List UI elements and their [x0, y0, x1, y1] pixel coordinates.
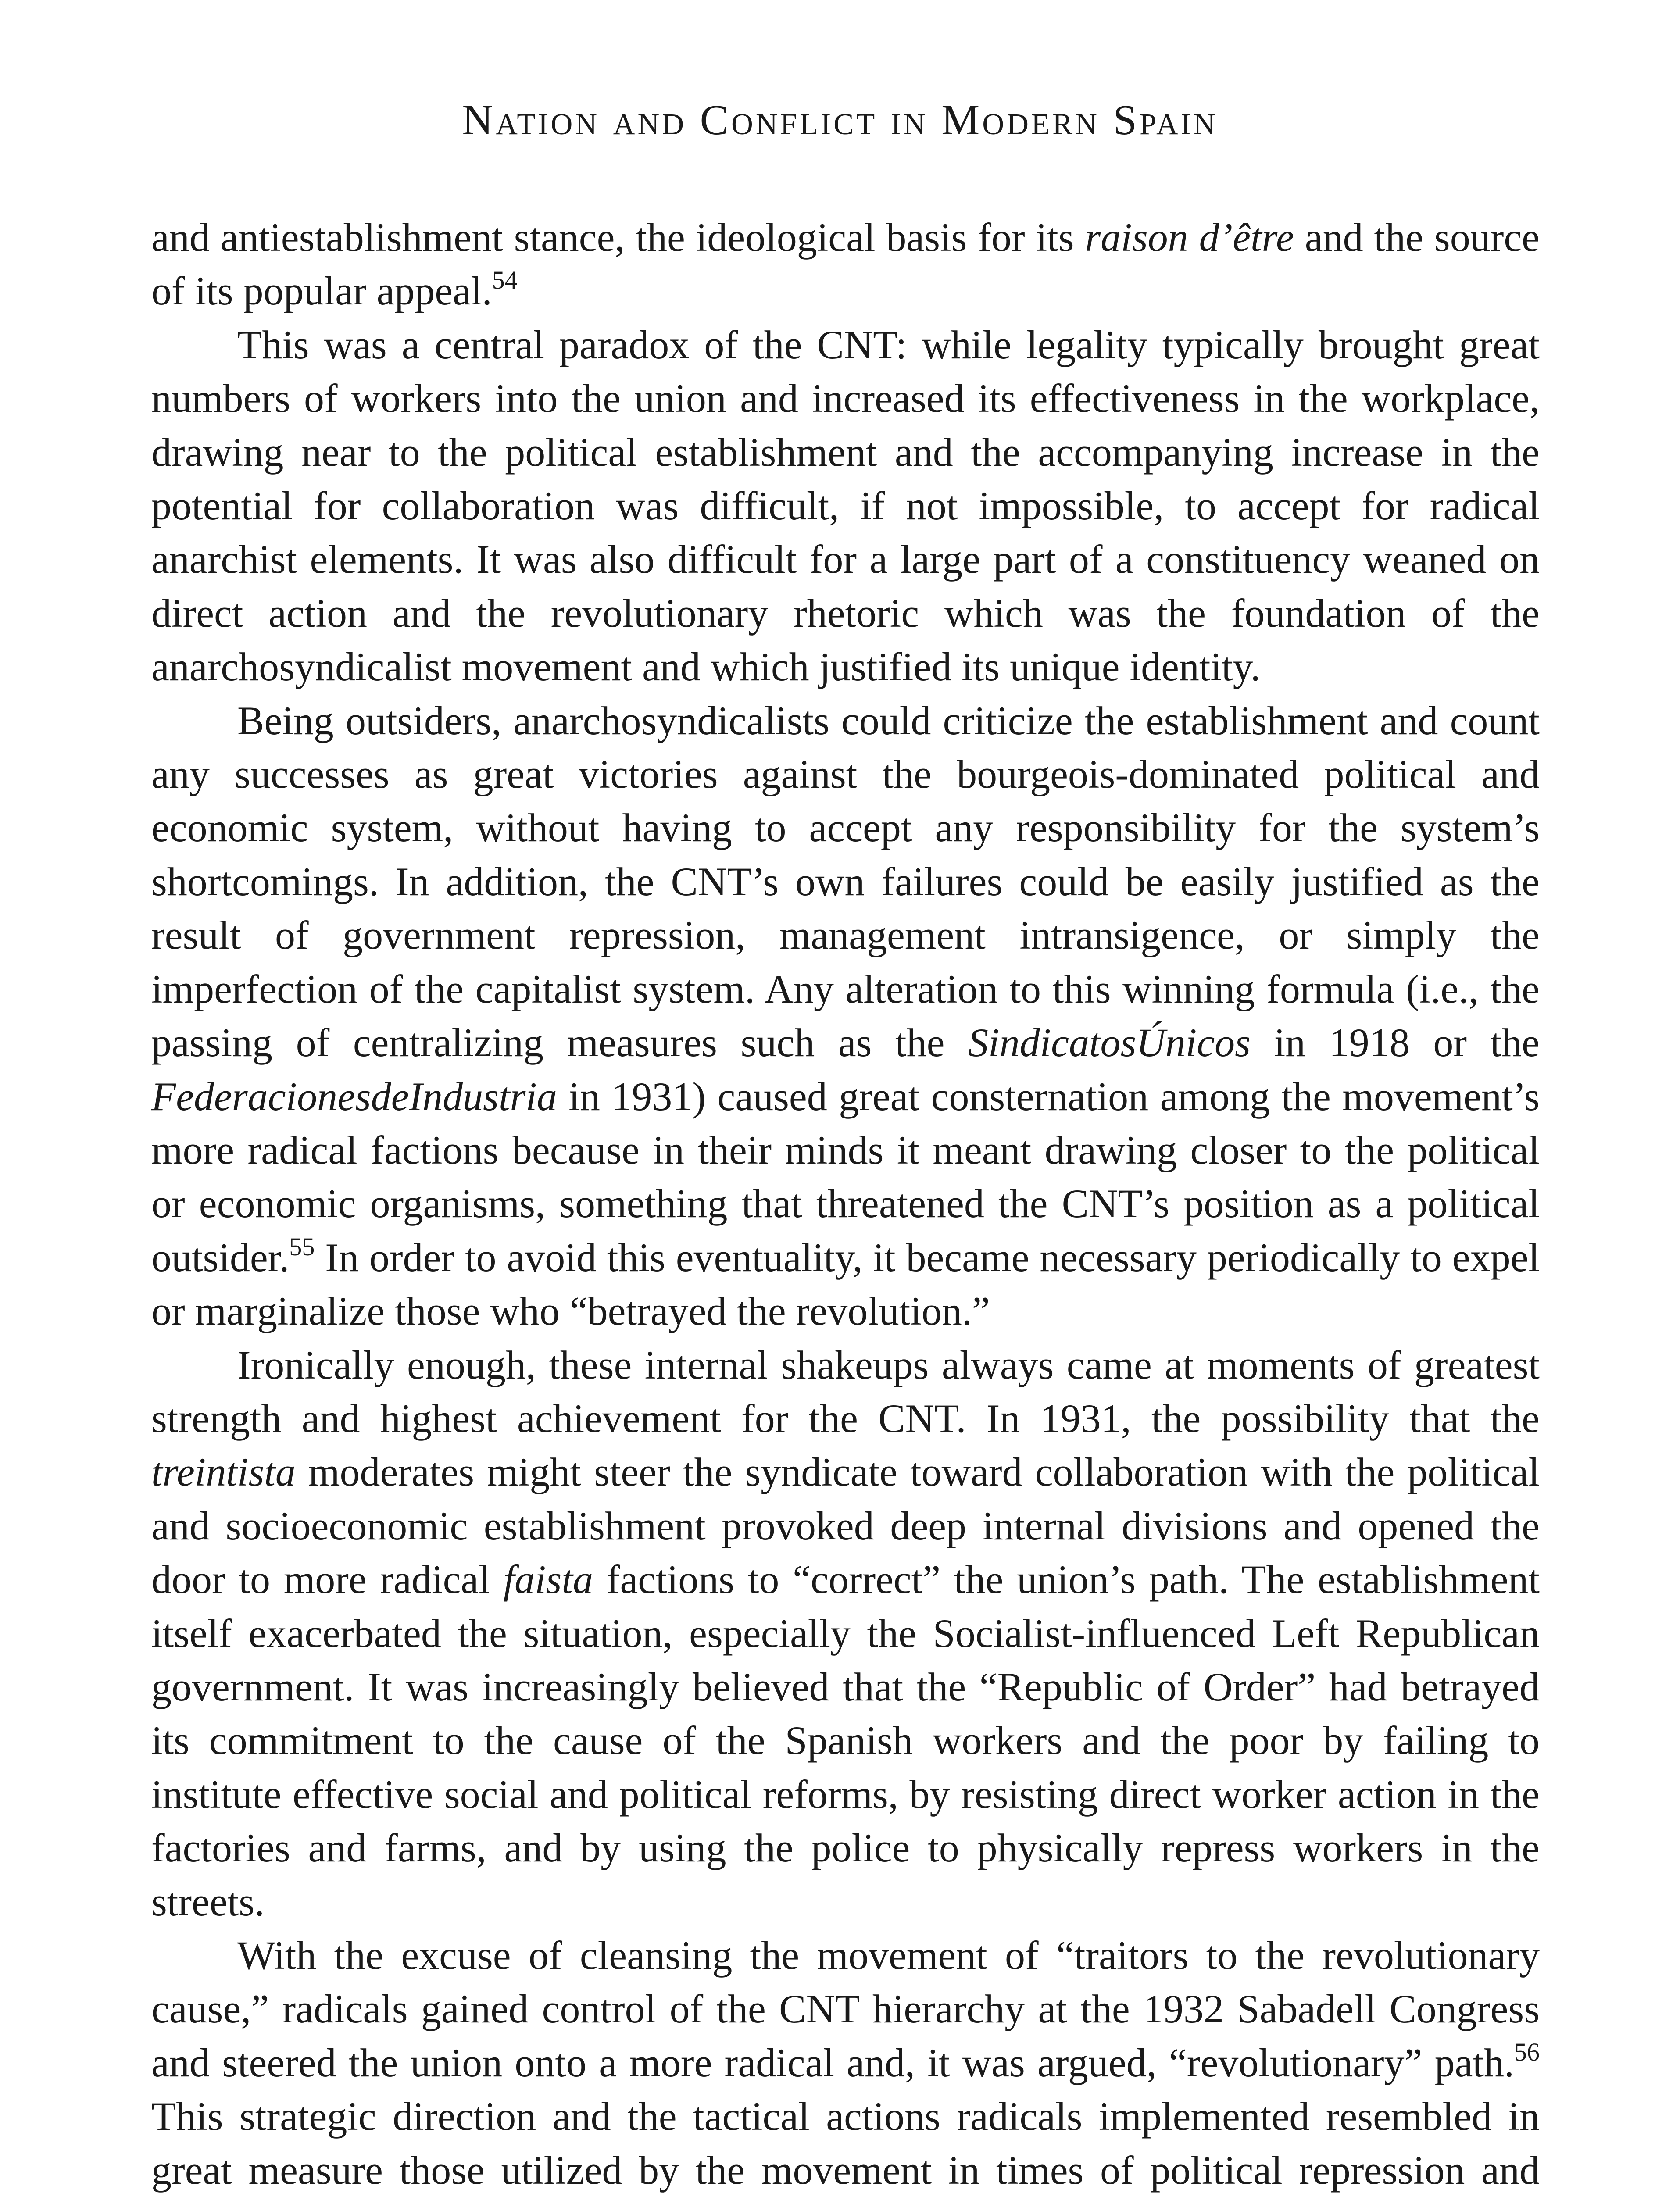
paragraph [151, 694, 1540, 1338]
italic-term: treintista [151, 1450, 296, 1495]
text-run: This was a central paradox of the CNT: while legality typically brought great numbers of workers into the union and increased its effectiveness in the workplace, drawing near to the political establishment and the accompanying increase in the potential for collaboration was difficult, if not impossible, to accept for radical anarchist elements. It was also difficult for a large part of a constituency weaned on direct action and the revolutionary rhetoric which was the foundation of the anarchosyndicalist movement and which justified its unique identity. [151, 322, 1540, 689]
text-run: Being outsiders, anarchosyndicalists could criticize the establishment and count any successes as great victories against the bourgeois-dominated political and economic system, without having to accept any responsibility for the system’s shortcomings. In addition, the CNT’s own failures could be easily justified as the result of government repression, management intransigence, or simply the imperfection of the capitalist system. Any alteration to this winning formula (i.e., the passing of centralizing measures such as the [151, 698, 1540, 1065]
italic-term: raison d’être [1085, 215, 1294, 260]
text-run: Ironically enough, these internal shakeups always came at moments of greatest strength and highest achievement for the CNT. In 1931, the possibility that the [151, 1342, 1540, 1441]
text-run: With the excuse of cleansing the movement of “traitors to the revolutionary cause,” radicals gained control of the CNT hierarchy at the 1932 Sabadell Congress and steered the union onto a more radical and, it was argued, “revolutionary” path. [151, 1933, 1540, 2085]
running-head: Nation and Conflict in Modern Spain [462, 96, 1218, 144]
text-run: This strategic direction and the tactical actions radicals implemented resembled in great measure those utilized by the movement in times of political repression and [151, 2094, 1540, 2193]
body-text [151, 211, 1540, 2193]
italic-term: faista [503, 1557, 593, 1602]
text-run: factions to “correct” the union’s path. The establishment itself exacerbated the situation, especially the Socialist-influenced Left Republican government. It was increasingly believed that the “Republic of Order” had betrayed its commitment to the cause of the Spanish workers and the poor by failing to institute effective social and political reforms, by resisting direct worker action in the factories and farms, and by using the police to physically repress workers in the streets. [151, 1557, 1540, 1924]
text-run: In order to avoid this eventuality, it became necessary periodically to expel or marginalize those who “betrayed the revolution.” [151, 1235, 1540, 1334]
italic-term: FederacionesdeIndustria [151, 1074, 557, 1119]
footnote-marker: 55 [289, 1232, 315, 1261]
text-run: in 1931) caused great consternation among the movement’s more radical factions because in their minds it meant drawing closer to the political or economic organisms, something that threatened the CNT’s position as a political outsider. [151, 1074, 1540, 1280]
paragraph [151, 1338, 1540, 1929]
text-run: in 1918 or the [1251, 1020, 1540, 1065]
paragraph [151, 1929, 1540, 2193]
text-run: and antiestablishment stance, the ideological basis for its [151, 215, 1085, 260]
italic-term: SindicatosÚnicos [968, 1020, 1251, 1065]
paragraph [151, 211, 1540, 318]
text-run: and the source of its popular appeal. [151, 215, 1540, 314]
paragraph [151, 318, 1540, 694]
footnote-marker: 56 [1514, 2037, 1540, 2066]
footnote-marker: 54 [492, 266, 518, 295]
text-run: moderates might steer the syndicate toward collaboration with the political and socioeconomic establishment provoked deep internal divisions and opened the door to more radical [151, 1450, 1540, 1602]
